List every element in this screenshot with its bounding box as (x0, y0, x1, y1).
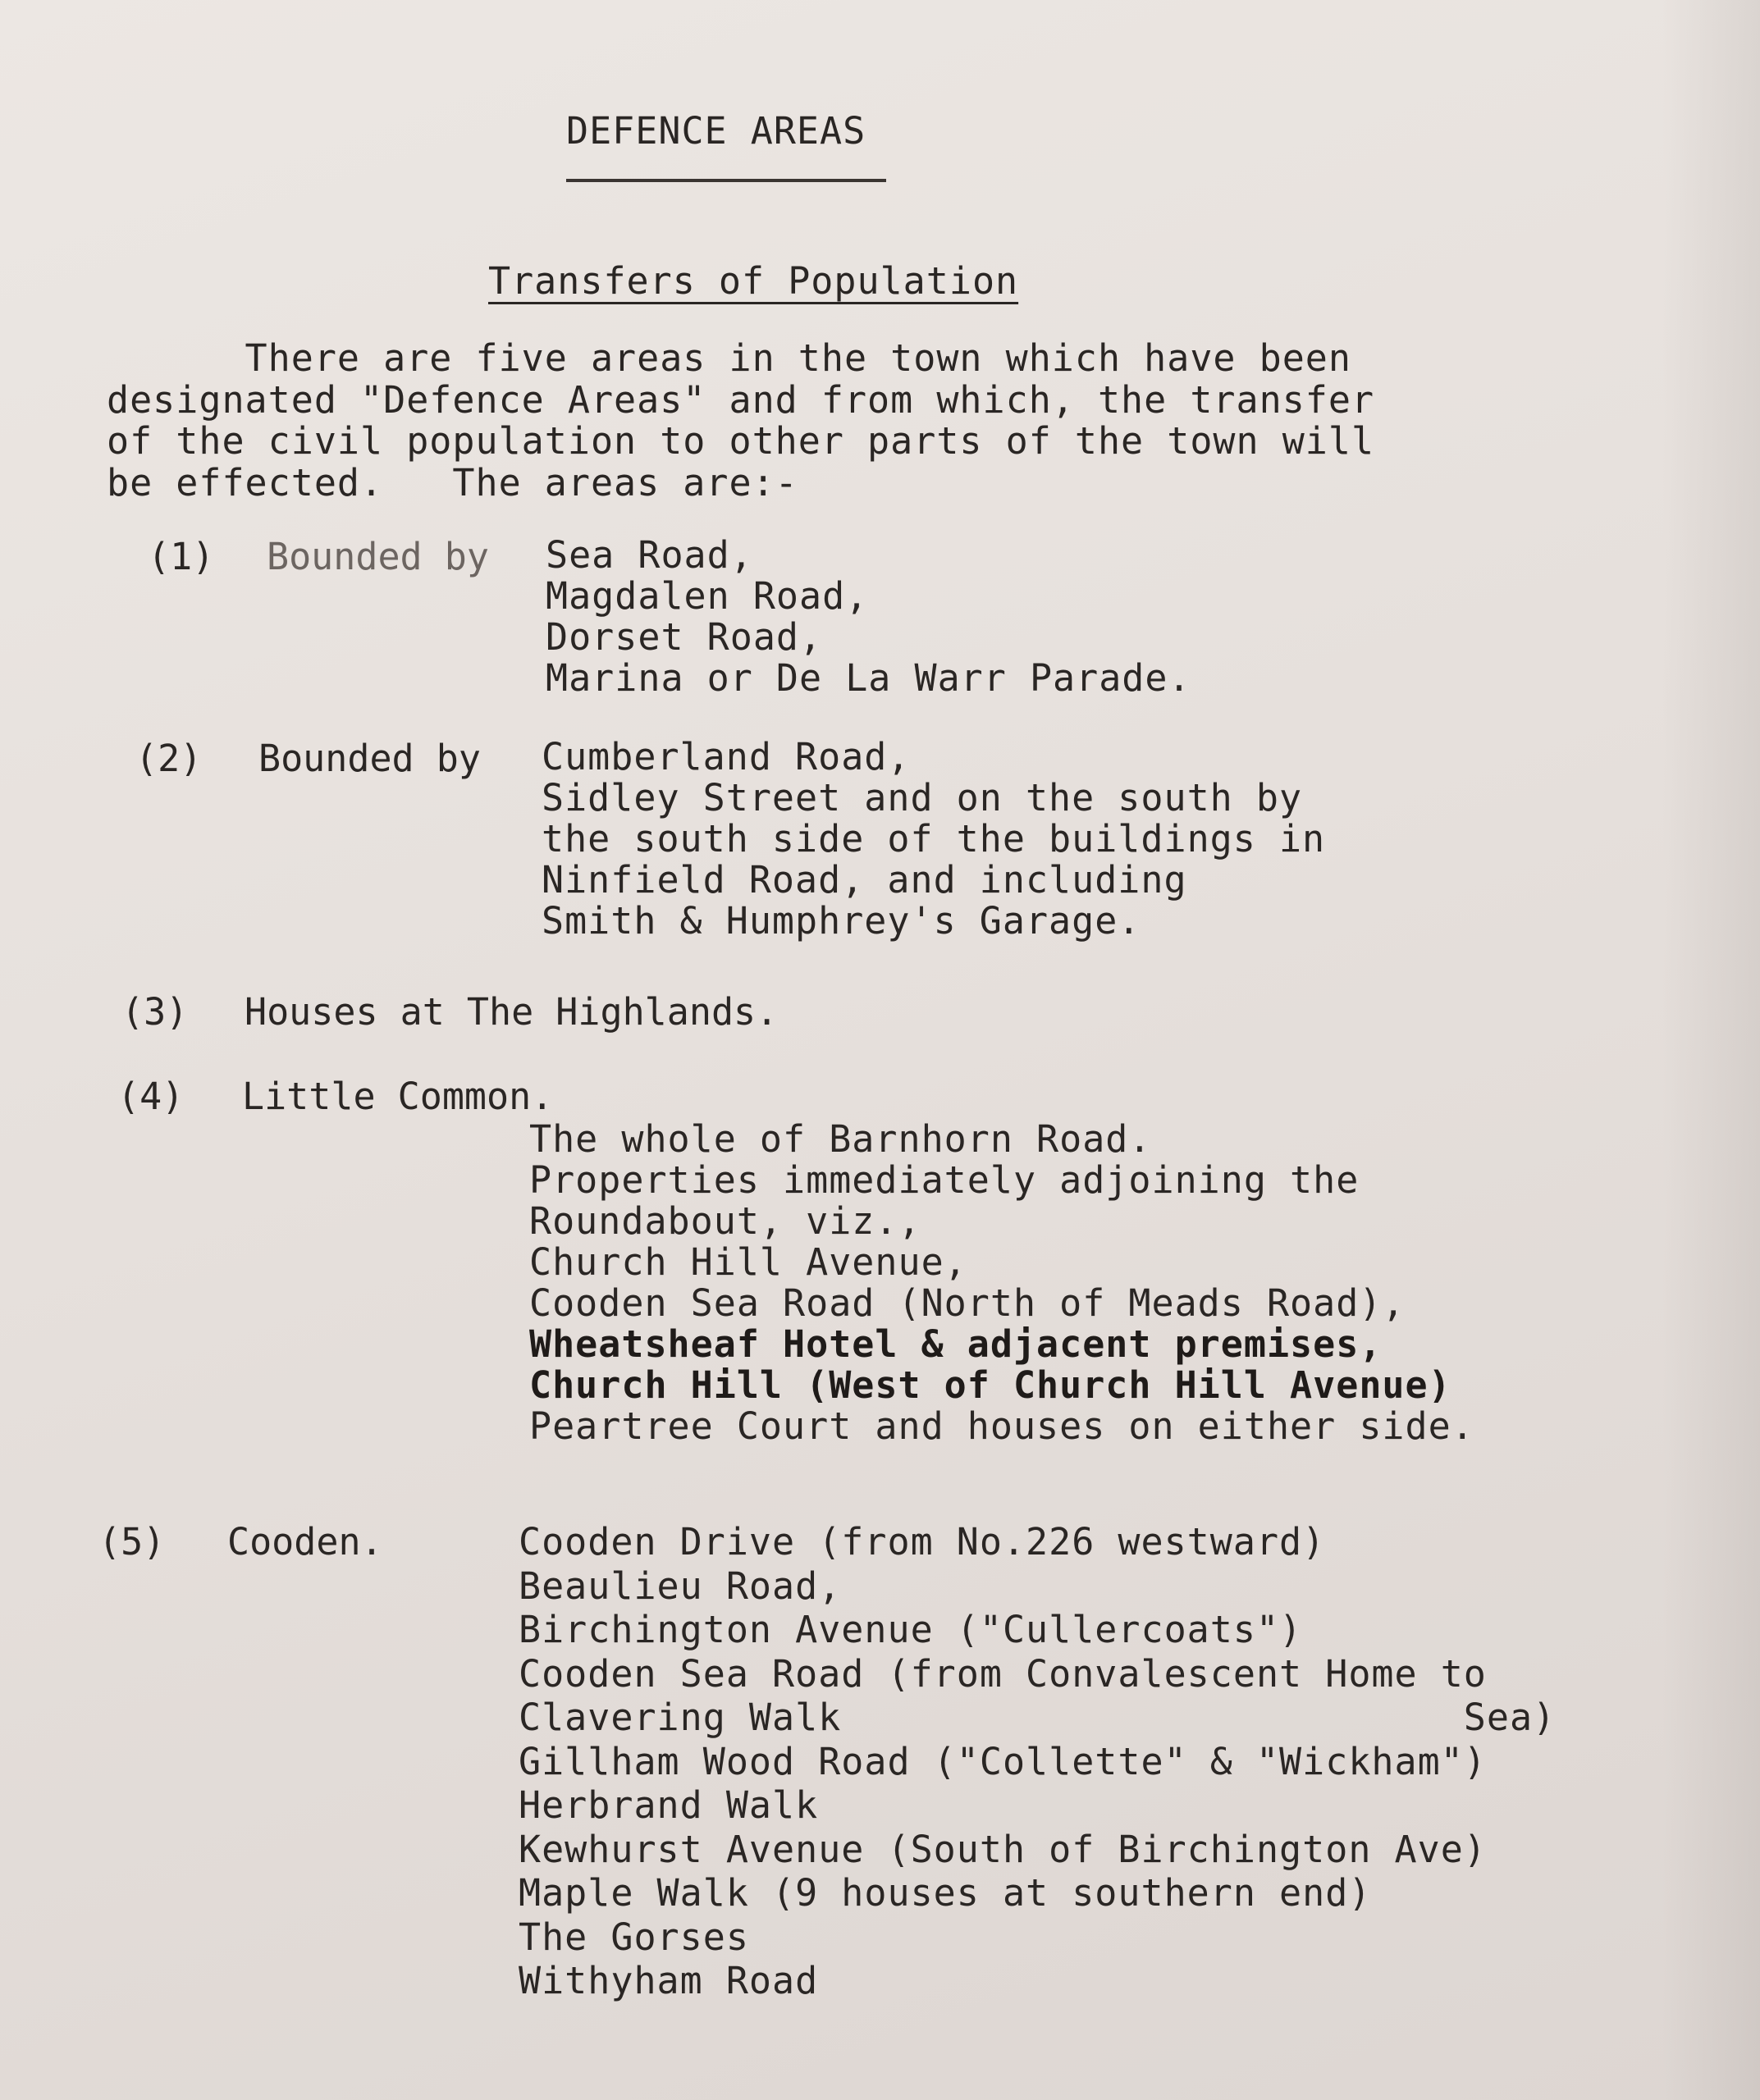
area-line: Peartree Court and houses on either side. (529, 1404, 1474, 1448)
area-line: Birchington Avenue ("Cullercoats") (519, 1608, 1303, 1651)
area-line: Wheatsheaf Hotel & adjacent premises, (529, 1322, 1383, 1366)
document-title: DEFENCE AREAS (566, 109, 866, 153)
intro-line: designated "Defence Areas" and from which, the transfer (107, 377, 1375, 422)
area-line: Dorset Road, (546, 615, 823, 659)
area-line: Herbrand Walk (519, 1783, 819, 1827)
area-number: (3) (121, 990, 189, 1034)
area-line: Cooden Sea Road (North of Meads Road), (529, 1281, 1406, 1325)
area-line: Sea Road, (546, 533, 753, 577)
area-line: Beaulieu Road, (519, 1564, 842, 1608)
area-lead: Little Common. (242, 1075, 554, 1118)
area-line: Properties immediately adjoining the (529, 1158, 1360, 1202)
area-line: The whole of Barnhorn Road. (529, 1117, 1152, 1161)
area-line: Cooden Sea Road (from Convalescent Home to (519, 1651, 1487, 1696)
area-line: The Gorses (519, 1915, 749, 1959)
document-subtitle: Transfers of Population (488, 259, 1019, 303)
area-line: Church Hill (West of Church Hill Avenue) (529, 1363, 1451, 1407)
area-number: (2) (135, 737, 203, 780)
page-shadow (1662, 0, 1760, 2100)
area-line: Withyham Road (519, 1959, 819, 2002)
intro-line: be effected. The areas are:- (107, 460, 798, 504)
area-2-lines (542, 737, 1325, 942)
area-line: Kewhurst Avenue (South of Birchington Ave) (519, 1827, 1487, 1871)
area-line: Ninfield Road, and including (542, 858, 1187, 902)
area-line: Clavering Walk Sea) (519, 1696, 1557, 1739)
area-1-lines (546, 535, 1191, 699)
intro-line: There are five areas in the town which have been (107, 336, 1351, 380)
area-number: (5) (98, 1520, 166, 1564)
area-4-lines (529, 1119, 1474, 1447)
area-line: Cumberland Road, (542, 735, 911, 778)
area-line: Roundabout, viz., (529, 1199, 921, 1243)
area-5-lines (519, 1520, 1556, 2003)
area-line: Church Hill Avenue, (529, 1240, 967, 1284)
title-rule (566, 179, 886, 182)
area-line: the south side of the buildings in (542, 817, 1326, 861)
area-lead: Bounded by (267, 535, 489, 578)
area-lead: Houses at The Highlands. (245, 990, 779, 1034)
area-line: Cooden Drive (from No.226 westward) (519, 1520, 1326, 1564)
area-line: Sidley Street and on the south by (542, 776, 1303, 819)
area-number: (1) (148, 535, 215, 578)
area-line: Gillham Wood Road ("Collette" & "Wickham") (519, 1739, 1487, 1783)
area-number: (4) (117, 1075, 185, 1118)
area-lead: Bounded by (258, 737, 481, 780)
area-line: Maple Walk (9 houses at southern end) (519, 1871, 1372, 1915)
intro-paragraph (107, 338, 1374, 504)
area-line: Smith & Humphrey's Garage. (542, 899, 1141, 943)
area-line: Magdalen Road, (546, 574, 869, 618)
intro-line: of the civil population to other parts of the town will (107, 419, 1375, 463)
area-lead: Cooden. (227, 1520, 383, 1564)
area-line: Marina or De La Warr Parade. (546, 656, 1191, 700)
